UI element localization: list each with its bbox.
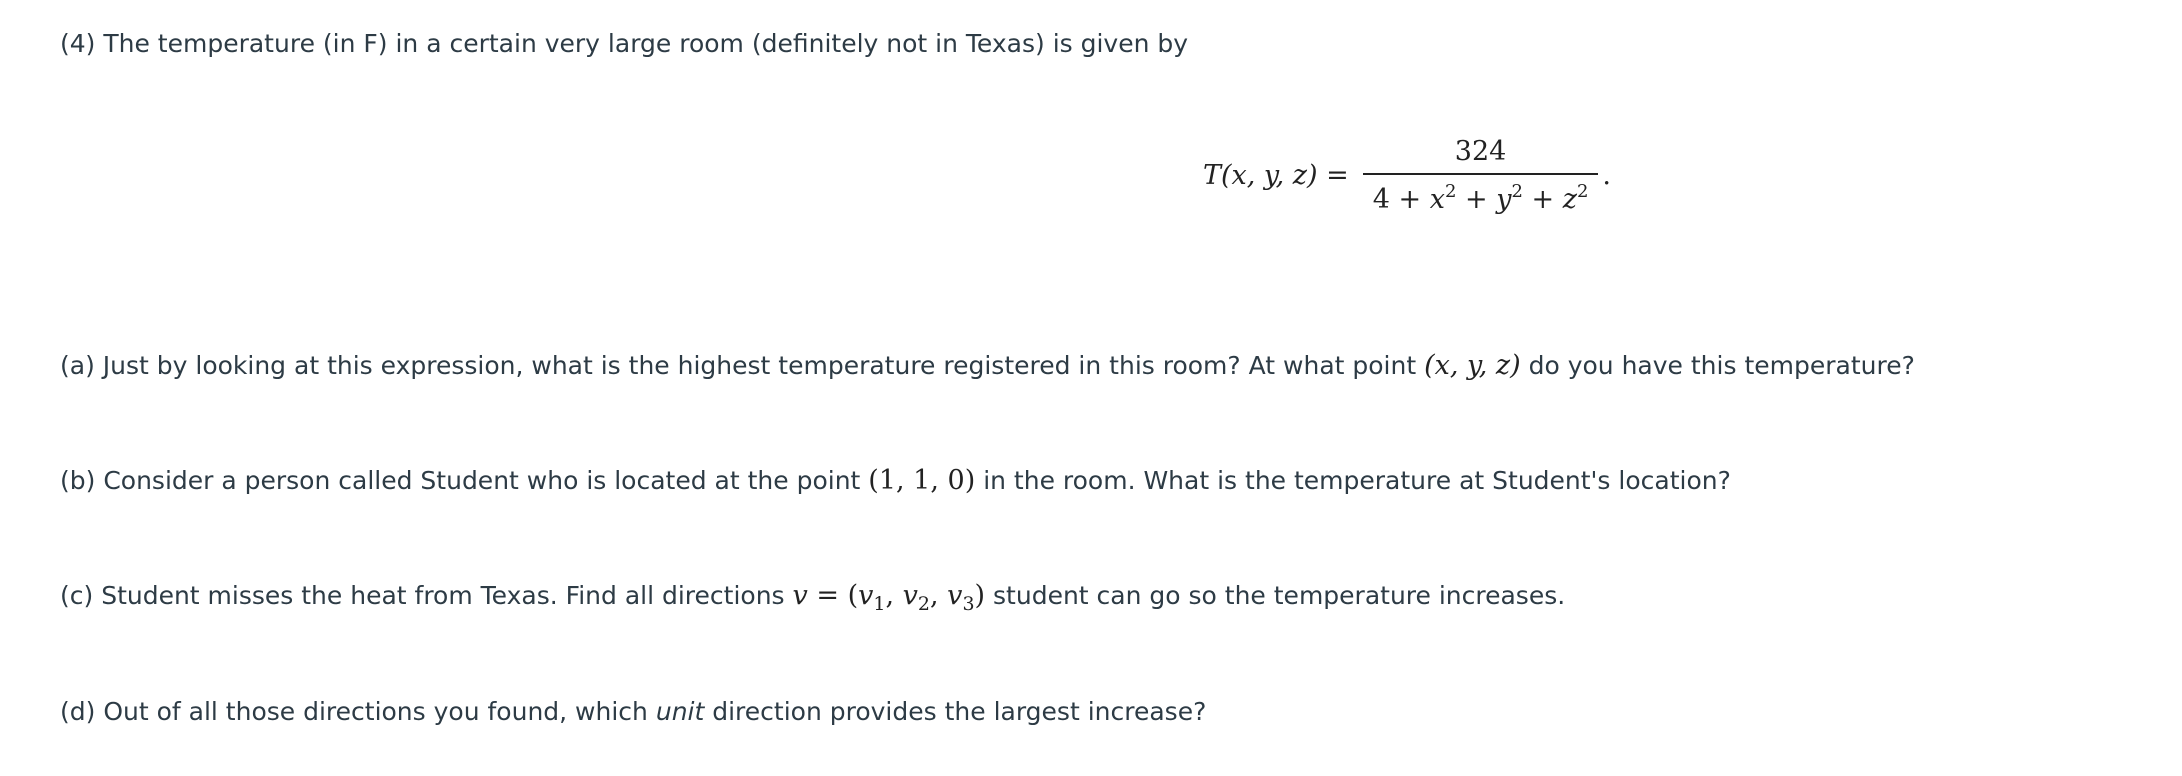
den-y-exp: 2 bbox=[1511, 180, 1523, 202]
den-z-exp: 2 bbox=[1576, 180, 1589, 202]
question-b-text-after: in the room. What is the temperature at Student's location? bbox=[983, 466, 1731, 495]
question-a-text-after: do you have this temperature? bbox=[1528, 351, 1915, 380]
equation-numerator: 324 bbox=[1454, 135, 1507, 167]
equation-fraction bbox=[1363, 136, 1599, 215]
vector-v3-sub: 3 bbox=[962, 593, 975, 615]
equation-period: . bbox=[1602, 159, 1611, 191]
question-a bbox=[60, 350, 1915, 382]
question-d-text-after: direction provides the largest increase? bbox=[712, 697, 1207, 726]
den-z: z bbox=[1562, 183, 1577, 215]
vector-comma2: , bbox=[930, 580, 948, 611]
den-plus1: + bbox=[1456, 183, 1497, 215]
vector-v3: v bbox=[947, 580, 963, 611]
question-d-emphasis: unit bbox=[655, 697, 705, 726]
vector-equals: = ( bbox=[807, 580, 859, 611]
problem-intro bbox=[60, 28, 1188, 60]
temperature-equation bbox=[1203, 133, 1611, 217]
question-c-text-after: student can go so the temperature increases. bbox=[993, 581, 1566, 610]
den-lead: 4 + bbox=[1372, 183, 1430, 215]
question-d bbox=[60, 696, 1206, 728]
den-y: y bbox=[1496, 183, 1512, 215]
den-plus2: + bbox=[1522, 183, 1563, 215]
vector-v2: v bbox=[902, 580, 918, 611]
vector-v: v bbox=[792, 580, 808, 611]
question-b bbox=[60, 465, 1731, 497]
equation-lhs: T(x, y, z) = bbox=[1203, 159, 1349, 191]
question-a-math: (x, y, z) bbox=[1424, 350, 1521, 381]
den-x-exp: 2 bbox=[1444, 180, 1457, 202]
equation-denominator bbox=[1363, 173, 1599, 215]
vector-v1: v bbox=[858, 580, 874, 611]
question-a-text-before: (a) Just by looking at this expression, what is the highest temperature registered in this room? At what point bbox=[60, 351, 1417, 380]
question-c bbox=[60, 580, 1565, 620]
vector-v2-sub: 2 bbox=[917, 593, 930, 615]
question-b-text-before: (b) Consider a person called Student who is located at the point bbox=[60, 466, 861, 495]
vector-comma1: , bbox=[885, 580, 903, 611]
vector-v1-sub: 1 bbox=[873, 593, 886, 615]
intro-text: (4) The temperature (in F) in a certain very large room (definitely not in Texas) is given by bbox=[60, 29, 1189, 58]
vector-close: ) bbox=[974, 580, 986, 611]
question-b-math: (1, 1, 0) bbox=[868, 465, 976, 496]
den-x: x bbox=[1429, 183, 1445, 215]
question-c-math bbox=[792, 580, 986, 615]
question-c-text-before: (c) Student misses the heat from Texas. Find all directions bbox=[60, 581, 785, 610]
question-d-text-before: (d) Out of all those directions you found, which bbox=[60, 697, 648, 726]
